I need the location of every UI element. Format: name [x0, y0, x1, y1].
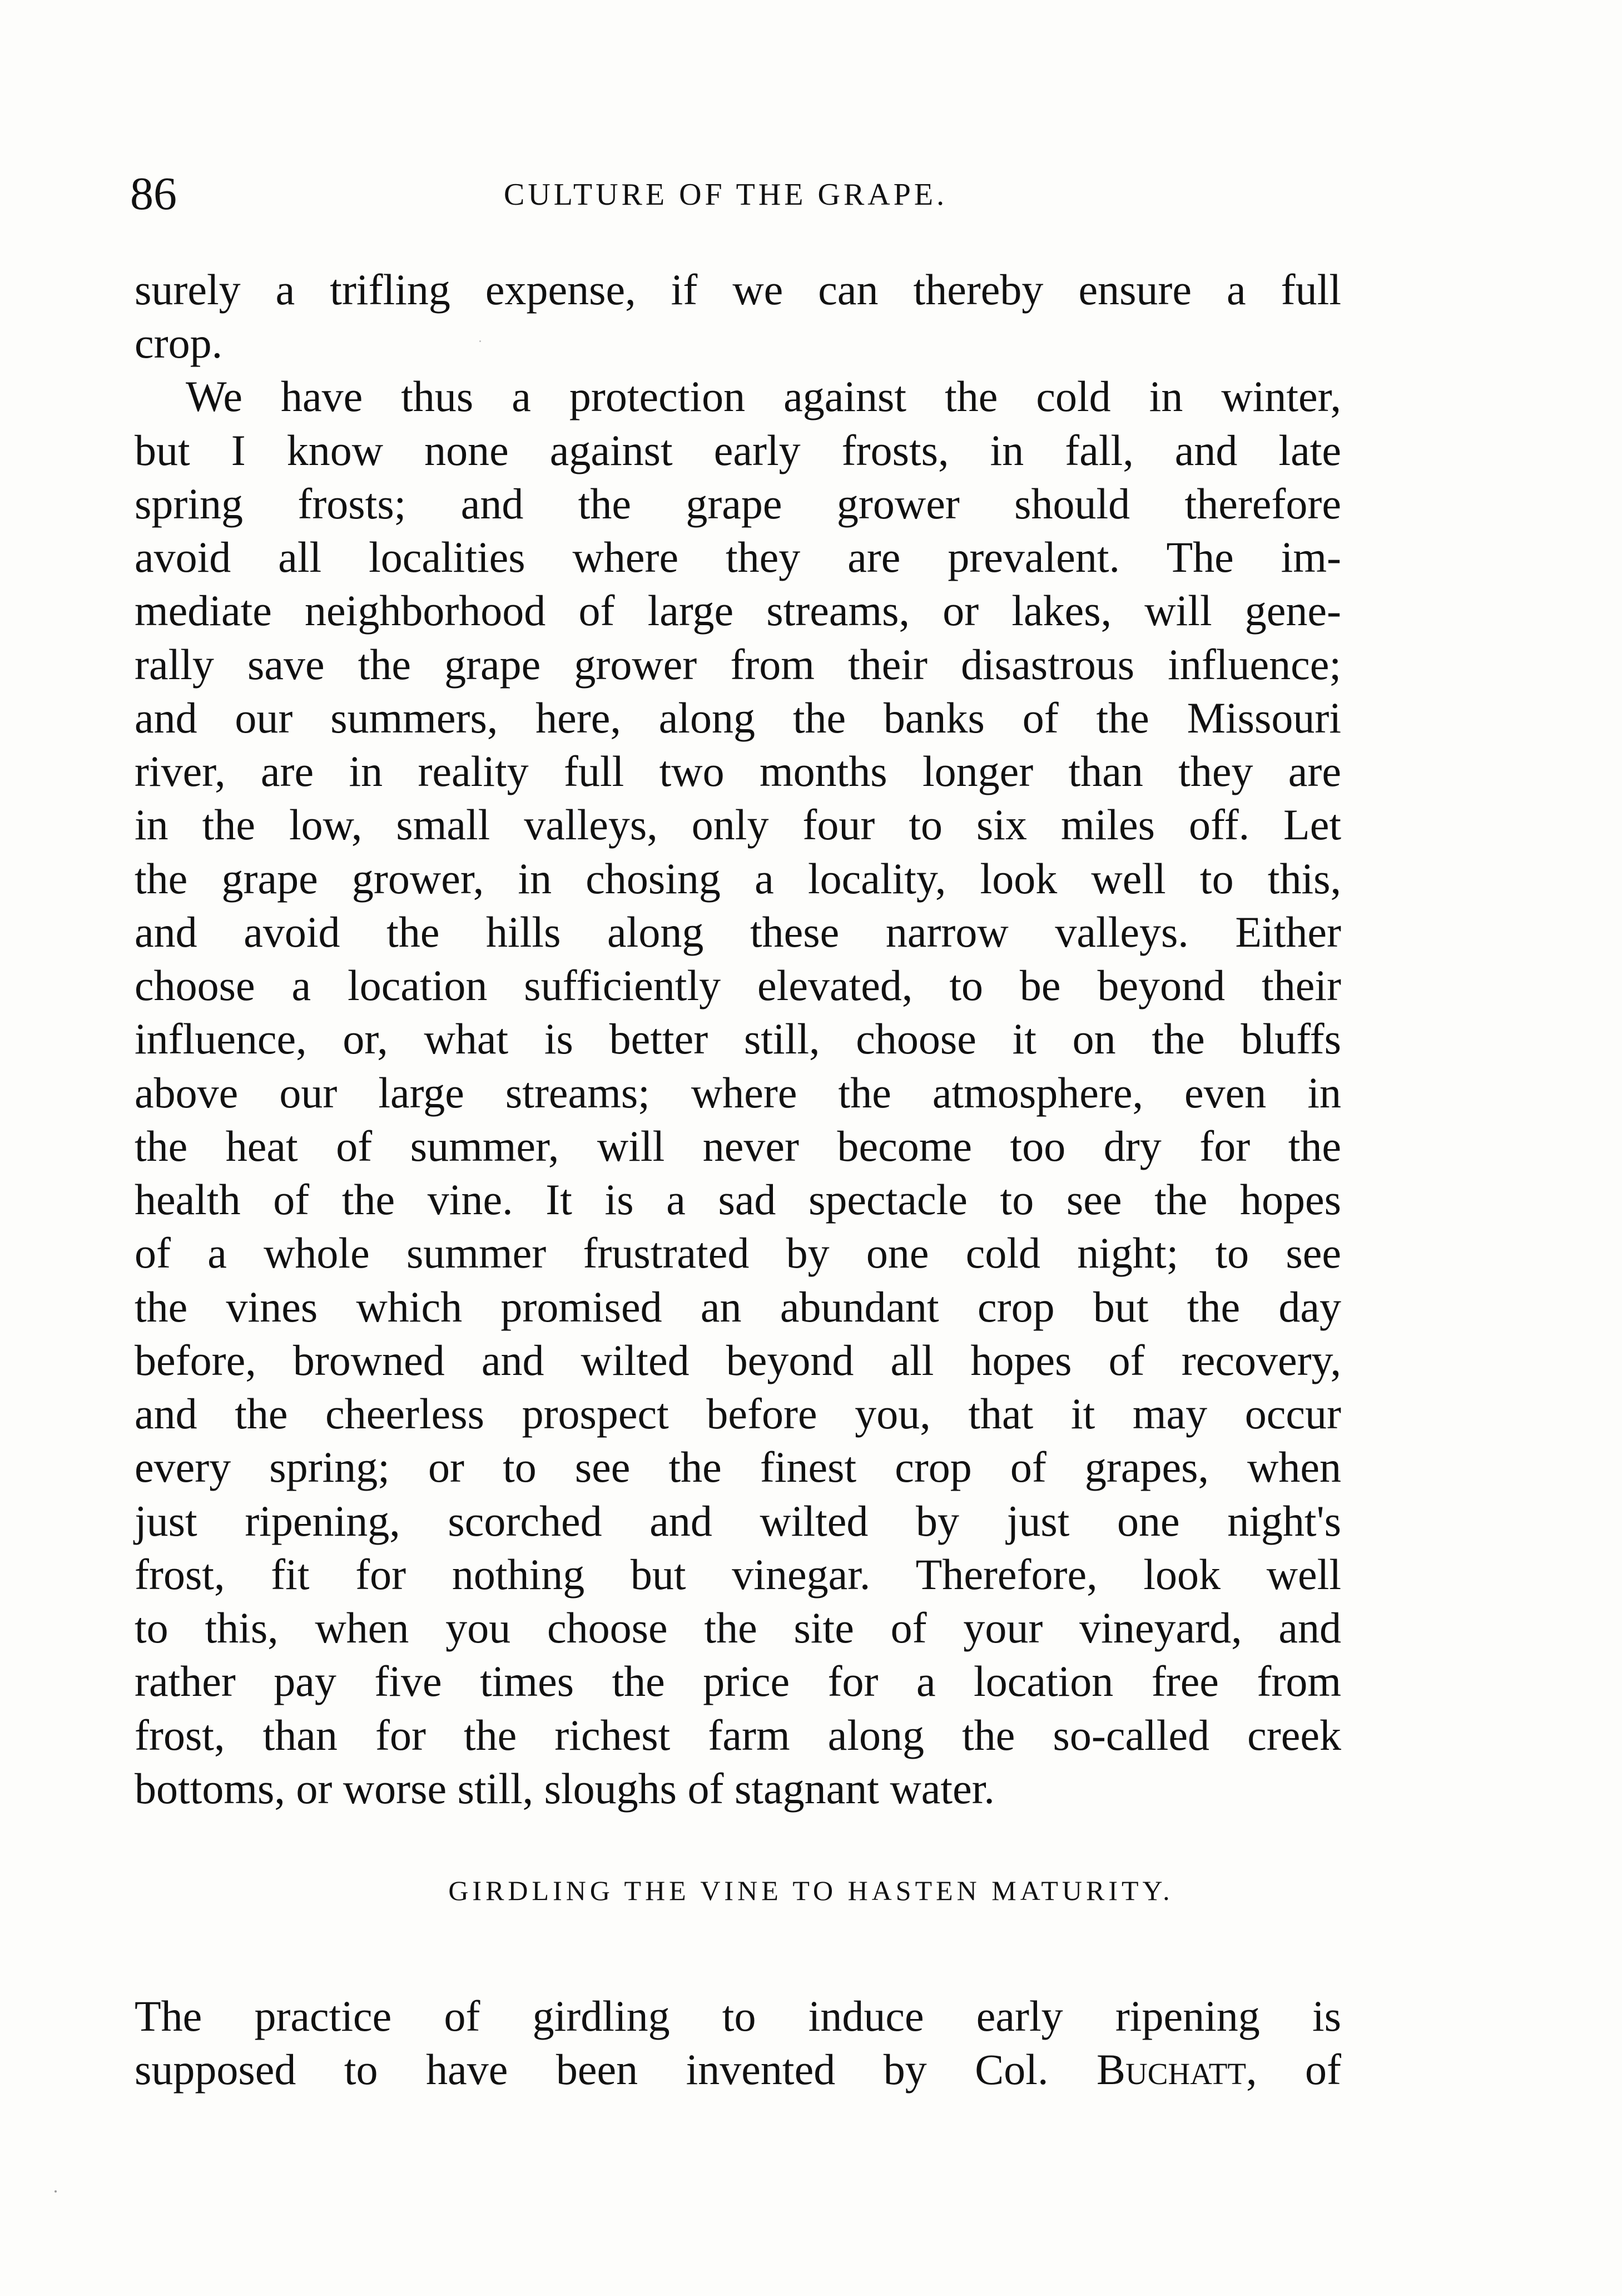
- text-line: every spring; or to see the finest crop of grapes, when: [135, 1443, 1341, 1491]
- text-line: The practice of girdling to induce early ripening is: [135, 1992, 1341, 2040]
- text-line: and our summers, here, along the banks of the Missouri: [135, 694, 1341, 742]
- text-line: above our large streams; where the atmosphere, even in: [135, 1068, 1341, 1117]
- text-line: [135, 2045, 1341, 2095]
- text-line: just ripening, scorched and wilted by just one night's: [135, 1497, 1341, 1545]
- text-line: of a whole summer frustrated by one cold night; to see: [135, 1229, 1341, 1277]
- text-line: rather pay five times the price for a location free from: [135, 1657, 1341, 1705]
- text-line: frost, than for the richest farm along the so-called creek: [135, 1711, 1341, 1759]
- scan-speck: [479, 340, 481, 342]
- text-line: river, are in reality full two months longer than they are: [135, 747, 1341, 795]
- text-line: rally save the grape grower from their disastrous influence;: [135, 640, 1341, 689]
- text-line: the vines which promised an abundant crop but the day: [135, 1283, 1341, 1331]
- running-head: CULTURE OF THE GRAPE.: [504, 177, 948, 212]
- text-line: the grape grower, in chosing a locality, look well to this,: [135, 854, 1341, 903]
- text-run: , of: [1246, 2045, 1342, 2094]
- page-number: 86: [130, 168, 177, 220]
- text-run: supposed to have been invented by Col.: [135, 2045, 1049, 2094]
- text-line: the heat of summer, will never become too dry for the: [135, 1122, 1341, 1170]
- page-header: [130, 167, 1365, 228]
- text-line: and the cheerless prospect before you, that it may occur: [135, 1389, 1341, 1438]
- text-line: crop.: [135, 319, 223, 367]
- text-line: influence, or, what is better still, choose it on the bluffs: [135, 1015, 1341, 1063]
- text-line: avoid all localities where they are prevalent. The im-: [135, 533, 1341, 581]
- person-name: Buchatt: [1097, 2045, 1246, 2094]
- text-line: frost, fit for nothing but vinegar. Therefore, look well: [135, 1550, 1341, 1599]
- text-line: mediate neighborhood of large streams, or lakes, will gene-: [135, 586, 1341, 635]
- text-line: bottoms, or worse still, sloughs of stagnant water.: [135, 1764, 995, 1813]
- text-line: choose a location sufficiently elevated, to be beyond their: [135, 961, 1341, 1010]
- text-line: to this, when you choose the site of your vineyard, and: [135, 1604, 1341, 1652]
- text-line: before, browned and wilted beyond all hopes of recovery,: [135, 1336, 1341, 1384]
- text-line: in the low, small valleys, only four to six miles off. Let: [135, 800, 1341, 849]
- text-line: We have thus a protection against the cold in winter,: [186, 372, 1341, 420]
- scan-speck: [54, 2190, 57, 2193]
- text-line: and avoid the hills along these narrow valleys. Either: [135, 908, 1341, 956]
- text-line: surely a trifling expense, if we can thereby ensure a full: [135, 265, 1341, 314]
- section-title: GIRDLING THE VINE TO HASTEN MATURITY.: [448, 1875, 1174, 1906]
- text-line: spring frosts; and the grape grower should therefore: [135, 479, 1341, 528]
- text-line: health of the vine. It is a sad spectacle to see the hopes: [135, 1175, 1341, 1224]
- text-line: but I know none against early frosts, in fall, and late: [135, 426, 1341, 474]
